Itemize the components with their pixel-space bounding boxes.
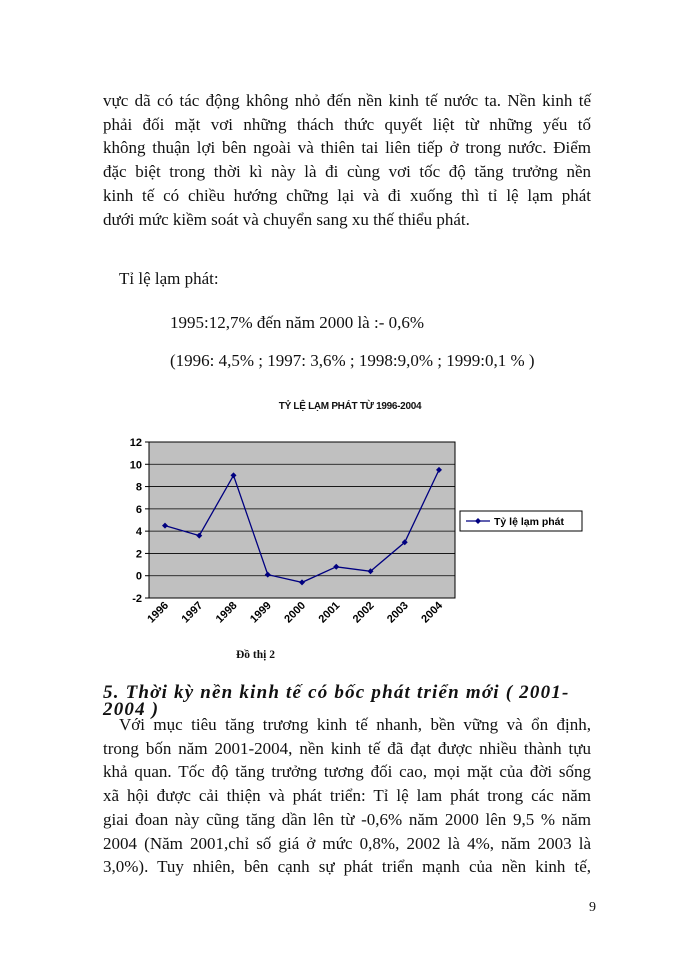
y-tick-label: -2 xyxy=(132,593,142,605)
section5-paragraph xyxy=(103,713,591,879)
y-tick-label: 4 xyxy=(135,526,142,539)
x-tick-label: 1998 xyxy=(213,599,240,626)
y-tick-label: 6 xyxy=(135,503,142,516)
text-line: phải đối mặt vơi những thách thức quyết liệt từ những yếu tố xyxy=(103,114,591,134)
text-line: 2004 (Năm 2001,chỉ số giá ở mức 0,8%, 2002 là 4%, năm 2003 là xyxy=(103,833,591,853)
text-line: không thuận lợi bên ngoài và thiên tai liên tiếp ở trong nước. Điểm xyxy=(103,138,591,158)
x-tick-label: 2001 xyxy=(316,599,343,626)
text-line: dưới mức kiềm soát và chuyển sang xu thế thiểu phát. xyxy=(103,209,470,229)
y-tick-label: 0 xyxy=(135,570,142,583)
text-line: Với mục tiêu tăng trương kinh tế nhanh, bền vững và ổn định, xyxy=(119,715,591,734)
x-tick-label: 2000 xyxy=(282,599,309,626)
y-tick-label: 12 xyxy=(129,437,142,449)
text-line: đặc biệt trong thời kì này là đi cùng vơi tốc độ tăng trưởng nền xyxy=(103,162,591,182)
text-line: vực dã có tác động không nhỏ đến nền kinh tế nước ta. Nền kinh tế xyxy=(103,91,591,110)
heading-line: 2004 ) xyxy=(103,699,160,720)
y-tick-label: 10 xyxy=(129,459,142,472)
chart-title: TỶ LỆ LẠM PHÁT TỪ 1996-2004 xyxy=(278,401,422,412)
x-tick-label: 1997 xyxy=(179,599,206,626)
chart-caption: Đồ thị 2 xyxy=(236,649,275,661)
y-tick-label: 8 xyxy=(135,481,142,494)
text-line: 3,0%). Tuy nhiên, bên cạnh sự phát triển mạnh của nền kinh tế, xyxy=(103,857,591,877)
text-line: xã hội được cải thiện và phát triển: Tỉ lệ lam phát trong các năm xyxy=(103,786,591,806)
text-line: giai đoan này cũng tăng dần lên từ -0,6% năm 2000 lên 9,5 % năm xyxy=(103,809,591,829)
text-line: kinh tế có chiều hướng chững lại và đi xuống thì tỉ lệ lạm phát xyxy=(103,185,591,205)
text-line: khả quan. Tốc độ tăng trưởng tương đối cao, mọi mặt của đời sống xyxy=(103,762,591,782)
inflation-label: Tỉ lệ lạm phát: xyxy=(119,269,219,288)
legend-label: Tỷ lệ lạm phát xyxy=(494,516,565,528)
x-tick-label: 2004 xyxy=(419,599,446,626)
inflation-line-1: 1995:12,7% đến năm 2000 là :- 0,6% xyxy=(170,313,425,332)
inflation-line-2: (1996: 4,5% ; 1997: 3,6% ; 1998:9,0% ; 1999:0,1 % ) xyxy=(170,351,535,370)
page-number: 9 xyxy=(589,900,596,915)
x-tick-label: 2002 xyxy=(350,599,377,626)
text-line: trong bốn năm 2001-2004, nền kinh tế đã đạt được nhiều thành tựu xyxy=(103,738,591,758)
x-tick-label: 1996 xyxy=(145,599,172,626)
heading-line: 5. Thời kỳ nền kinh tế có bốc phát triển mới ( 2001- xyxy=(103,682,570,703)
x-tick-label: 1999 xyxy=(248,599,274,626)
y-tick-label: 2 xyxy=(135,548,142,561)
x-tick-label: 2003 xyxy=(385,599,411,626)
plot-area xyxy=(149,442,455,598)
